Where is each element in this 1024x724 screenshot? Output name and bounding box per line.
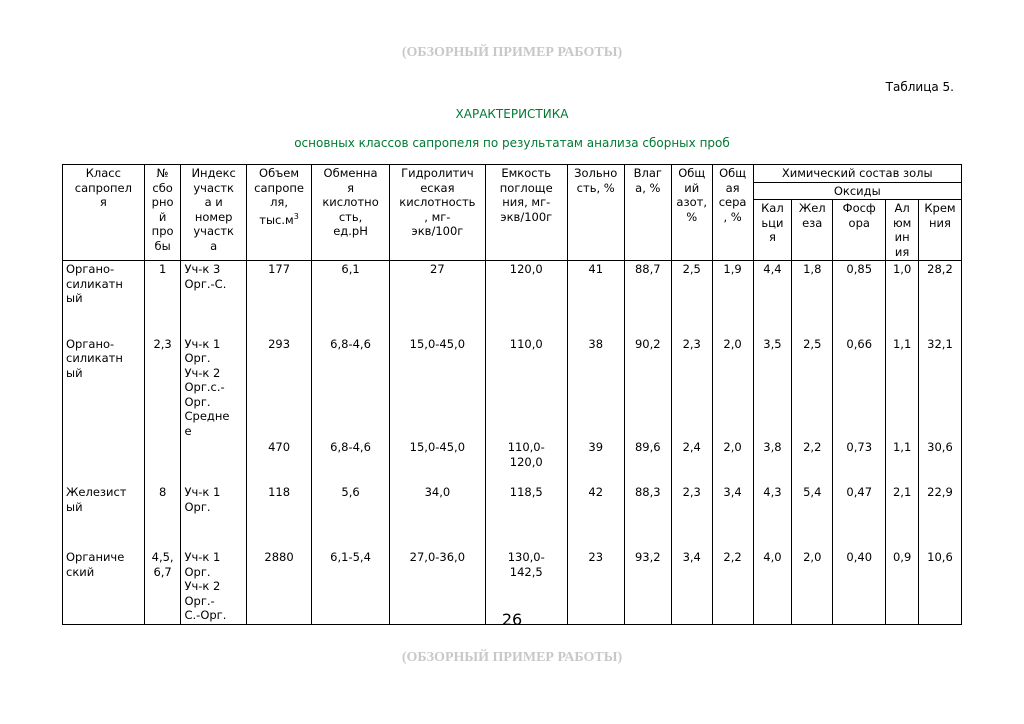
cell-num: 1 bbox=[144, 261, 181, 336]
cell-cls bbox=[63, 439, 145, 484]
header-moisture: Влаг а, % bbox=[624, 165, 671, 261]
document-title: ХАРАКТЕРИСТИКА bbox=[455, 107, 569, 121]
cell-hydro: 34,0 bbox=[389, 484, 485, 549]
document-subtitle: основных классов сапропеля по результатам анализа сборных проб bbox=[294, 136, 730, 150]
cell-exch: 6,8-4,6 bbox=[312, 439, 390, 484]
cell-moist: 88,3 bbox=[624, 484, 671, 549]
cell-cap: 130,0- 142,5 bbox=[485, 549, 567, 624]
table-caption: Таблица 5. bbox=[885, 80, 954, 94]
cell-vol: 177 bbox=[246, 261, 311, 336]
cell-si: 28,2 bbox=[918, 261, 961, 336]
cell-num bbox=[144, 439, 181, 484]
cell-num: 8 bbox=[144, 484, 181, 549]
cell-s: 2,0 bbox=[712, 336, 753, 440]
cell-cls: Органо- силикатн ый bbox=[63, 336, 145, 440]
cell-cls: Железист ый bbox=[63, 484, 145, 549]
header-class: Класс сапропел я bbox=[63, 165, 145, 261]
cell-p: 0,85 bbox=[833, 261, 886, 336]
cell-cap: 110,0- 120,0 bbox=[485, 439, 567, 484]
header-exchange-acidity: Обменна я кислотно сть, ед.pH bbox=[312, 165, 390, 261]
cell-al: 2,1 bbox=[886, 484, 919, 549]
header-iron: Жел еза bbox=[792, 200, 833, 261]
watermark-bottom: (ОБЗОРНЫЙ ПРИМЕР РАБОТЫ) bbox=[401, 650, 623, 665]
cell-si: 10,6 bbox=[918, 549, 961, 624]
cell-idx: Уч-к 1 Орг. Уч-к 2 Орг.с.- Орг. Средне е bbox=[181, 336, 246, 440]
cell-idx: Уч-к 1 Орг. bbox=[181, 484, 246, 549]
cell-idx: Уч-к 3 Орг.-С. bbox=[181, 261, 246, 336]
cell-s: 3,4 bbox=[712, 484, 753, 549]
cell-si: 32,1 bbox=[918, 336, 961, 440]
table-row bbox=[63, 439, 962, 484]
cell-ash: 38 bbox=[567, 336, 624, 440]
cell-al: 1,0 bbox=[886, 261, 919, 336]
header-absorption-capacity: Емкость поглоще ния, мг- экв/100г bbox=[485, 165, 567, 261]
cell-moist: 88,7 bbox=[624, 261, 671, 336]
cell-p: 0,66 bbox=[833, 336, 886, 440]
cell-hydro: 15,0-45,0 bbox=[389, 336, 485, 440]
page-number: 26 bbox=[501, 610, 523, 629]
cell-cap: 118,5 bbox=[485, 484, 567, 549]
cell-p: 0,40 bbox=[833, 549, 886, 624]
table-row bbox=[63, 484, 962, 549]
cell-n: 3,4 bbox=[671, 549, 712, 624]
header-sample-number: № сбо рно й про бы bbox=[144, 165, 181, 261]
header-phosphorus: Фосф ора bbox=[833, 200, 886, 261]
cell-fe: 2,2 bbox=[792, 439, 833, 484]
cell-hydro: 27 bbox=[389, 261, 485, 336]
sapropel-table bbox=[62, 164, 962, 625]
cell-si: 30,6 bbox=[918, 439, 961, 484]
cell-al: 1,1 bbox=[886, 336, 919, 440]
cell-vol: 118 bbox=[246, 484, 311, 549]
cell-cap: 120,0 bbox=[485, 261, 567, 336]
cell-num: 4,5, 6,7 bbox=[144, 549, 181, 624]
table-row bbox=[63, 261, 962, 336]
header-plot-index: Индекс участк а и номер участк а bbox=[181, 165, 246, 261]
cell-si: 22,9 bbox=[918, 484, 961, 549]
table-row bbox=[63, 336, 962, 440]
cell-moist: 90,2 bbox=[624, 336, 671, 440]
cell-hydro: 15,0-45,0 bbox=[389, 439, 485, 484]
cell-vol: 293 bbox=[246, 336, 311, 440]
cell-ca: 4,4 bbox=[753, 261, 792, 336]
cell-cap: 110,0 bbox=[485, 336, 567, 440]
cell-idx bbox=[181, 439, 246, 484]
header-volume: Объем сапропе ля, $тыс.м^3$ bbox=[246, 165, 311, 261]
cell-ash: 23 bbox=[567, 549, 624, 624]
cell-exch: 6,1-5,4 bbox=[312, 549, 390, 624]
volume-superscript: 3 bbox=[293, 211, 299, 221]
cell-exch: 5,6 bbox=[312, 484, 390, 549]
header-aluminum: Ал юм ин ия bbox=[886, 200, 919, 261]
cell-fe: 5,4 bbox=[792, 484, 833, 549]
cell-s: 2,0 bbox=[712, 439, 753, 484]
cell-ash: 41 bbox=[567, 261, 624, 336]
cell-al: 1,1 bbox=[886, 439, 919, 484]
header-silicon: Крем ния bbox=[918, 200, 961, 261]
cell-ash: 39 bbox=[567, 439, 624, 484]
cell-n: 2,5 bbox=[671, 261, 712, 336]
watermark-top: (ОБЗОРНЫЙ ПРИМЕР РАБОТЫ) bbox=[401, 45, 623, 60]
cell-n: 2,3 bbox=[671, 336, 712, 440]
table-body bbox=[63, 261, 962, 625]
cell-p: 0,47 bbox=[833, 484, 886, 549]
cell-n: 2,4 bbox=[671, 439, 712, 484]
cell-fe: 2,0 bbox=[792, 549, 833, 624]
header-oxides: Оксиды bbox=[753, 182, 962, 200]
header-calcium: Кал ьци я bbox=[753, 200, 792, 261]
cell-p: 0,73 bbox=[833, 439, 886, 484]
cell-vol: 470 bbox=[246, 439, 311, 484]
header-total-sulfur: Общ ая сера , % bbox=[712, 165, 753, 261]
cell-s: 1,9 bbox=[712, 261, 753, 336]
header-total-nitrogen: Общ ий азот, % bbox=[671, 165, 712, 261]
cell-vol: 2880 bbox=[246, 549, 311, 624]
cell-exch: 6,1 bbox=[312, 261, 390, 336]
cell-fe: 1,8 bbox=[792, 261, 833, 336]
cell-ash: 42 bbox=[567, 484, 624, 549]
header-hydrolytic-acidity: Гидролитич еская кислотность , мг- экв/100г bbox=[389, 165, 485, 261]
cell-ca: 4,0 bbox=[753, 549, 792, 624]
header-ash-chemistry: Химический состав золы bbox=[753, 165, 962, 183]
cell-idx: Уч-к 1 Орг. Уч-к 2 Орг.- С.-Орг. bbox=[181, 549, 246, 624]
header-ash-content: Зольно сть, % bbox=[567, 165, 624, 261]
cell-n: 2,3 bbox=[671, 484, 712, 549]
cell-ca: 4,3 bbox=[753, 484, 792, 549]
cell-moist: 89,6 bbox=[624, 439, 671, 484]
cell-ca: 3,5 bbox=[753, 336, 792, 440]
cell-fe: 2,5 bbox=[792, 336, 833, 440]
cell-cls: Органиче ский bbox=[63, 549, 145, 624]
cell-cls: Органо- силикатн ый bbox=[63, 261, 145, 336]
cell-num: 2,3 bbox=[144, 336, 181, 440]
cell-hydro: 27,0-36,0 bbox=[389, 549, 485, 624]
cell-s: 2,2 bbox=[712, 549, 753, 624]
cell-exch: 6,8-4,6 bbox=[312, 336, 390, 440]
cell-al: 0,9 bbox=[886, 549, 919, 624]
cell-ca: 3,8 bbox=[753, 439, 792, 484]
cell-moist: 93,2 bbox=[624, 549, 671, 624]
